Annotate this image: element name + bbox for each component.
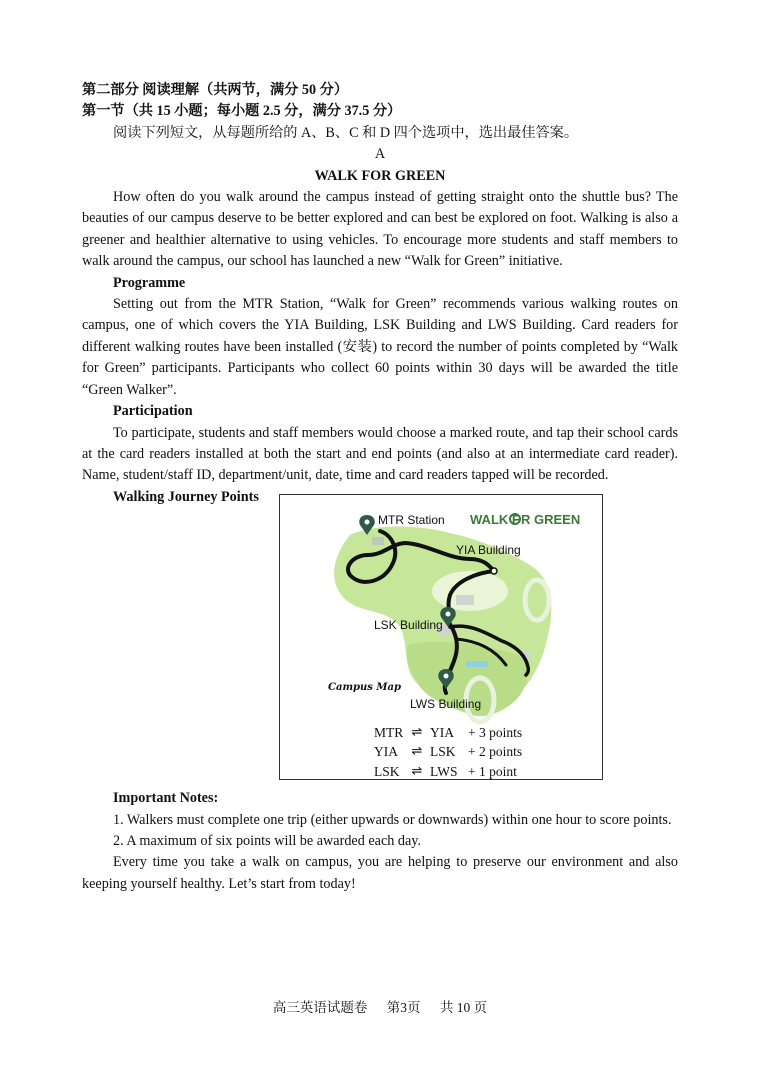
footer-total: 共 10 页 (439, 1000, 488, 1015)
card-reader-marker (491, 568, 497, 574)
building (372, 537, 384, 545)
intro-paragraph: How often do you walk around the campus instead of getting straight onto the shuttle bus? The beauties of our campus deserve to be better explored and can best be explored on foot. Walking is also a greener and healthier alternative to using vehicles. To encourage more students and staff members to walk around the campus, our school has launched a new “Walk for Green” initiative. (82, 189, 678, 270)
points-legend (374, 723, 522, 781)
note-1: 1. Walkers must complete one trip (either upwards or downwards) within one hour to score points. (113, 811, 672, 828)
legend-row: LSK ⇌ LWS + 1 point (374, 762, 522, 781)
participation-paragraph: To participate, students and staff members would choose a marked route, and tap their school cards at the card readers installed at both the start and end points (and also at an intermediate card reader). Name, student/staff ID, department/unit, date, time and card readers tapped will be recorded. (82, 424, 678, 484)
walk-for-green-logo (470, 512, 580, 527)
instruction: 阅读下列短文，从每题所给的 A、B、C 和 D 四个选项中，选出最佳答案。 (113, 124, 579, 141)
passage-title: WALK FOR GREEN (314, 167, 446, 184)
journey-heading: Walking Journey Points (113, 488, 259, 505)
building (456, 595, 474, 605)
campus-map-figure (279, 494, 603, 780)
footer-paper: 高三英语试题卷 (272, 1000, 368, 1015)
lws-label: LWS Building (410, 697, 482, 712)
yia-label: YIA Building (456, 543, 521, 558)
participation-heading: Participation (113, 403, 193, 420)
lsk-label: LSK Building (374, 618, 443, 633)
mtr-label: MTR Station (378, 513, 445, 528)
programme-paragraph: Setting out from the MTR Station, “Walk for Green” recommends various walking routes on campus, one of which covers the YIA Building, LSK Building and LWS Building. Card readers for different walking routes have been installed (安装) to record the number of points completed by “Walk for Green” participants. Participants who collect 60 points within 30 days will be awarded the title “Green Walker”. (82, 296, 678, 398)
page-footer (0, 996, 760, 1016)
footer-page: 第3页 (386, 1000, 421, 1015)
closing-paragraph: Every time you take a walk on campus, you are helping to preserve our environment and also keeping yourself healthy. Let’s start from today! (82, 854, 678, 892)
legend-row: YIA ⇌ LSK + 2 points (374, 742, 522, 761)
passage-letter: A (374, 146, 386, 163)
two-way-arrow-icon: ⇌ (411, 763, 423, 779)
part-title: 第二部分 阅读理解（共两节，满分 50 分） (82, 82, 349, 98)
two-way-arrow-icon: ⇌ (411, 744, 423, 760)
note-2: 2. A maximum of six points will be awarded each day. (113, 832, 421, 849)
two-way-arrow-icon: ⇌ (411, 725, 423, 741)
svg-text:R GREEN: R GREEN (521, 512, 581, 528)
section-title: 第一节（共 15 小题；每小题 2.5 分，满分 37.5 分） (82, 103, 402, 120)
programme-heading: Programme (113, 274, 186, 291)
svg-text:WALK F: WALK F (470, 512, 520, 528)
notes-heading: Important Notes: (113, 790, 219, 807)
legend-row: MTR ⇌ YIA + 3 points (374, 723, 522, 742)
campus-map-caption: Campus Map (328, 682, 401, 694)
building (466, 661, 488, 667)
document-page (82, 80, 678, 895)
